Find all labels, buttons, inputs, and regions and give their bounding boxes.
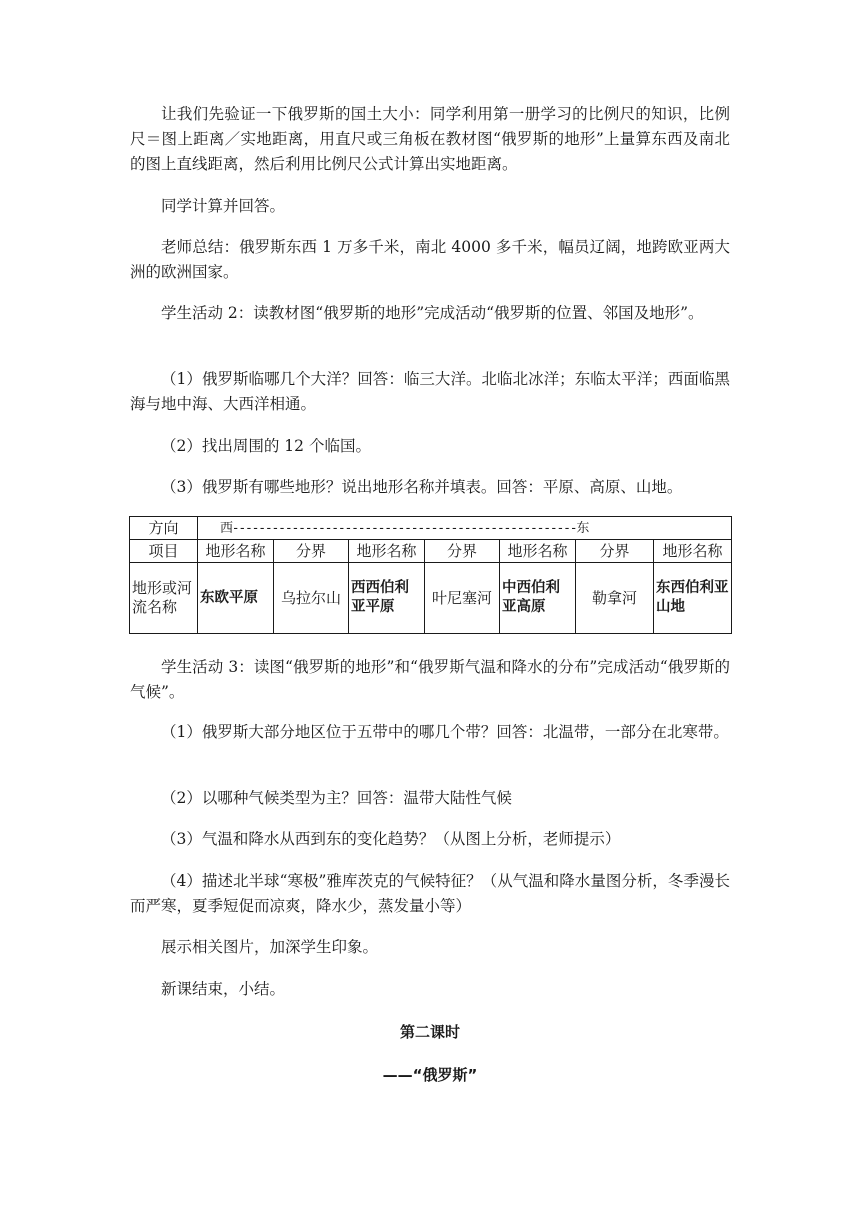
paragraph-student-answer: 同学计算并回答。	[161, 197, 286, 215]
paragraph-teacher-summary: 老师总结：俄罗斯东西 1 万多千米，南北 4000 多千米，幅员辽阔，地跨欧亚两大洲的欧洲国家。	[130, 238, 730, 281]
table-header-cell: 地形名称	[654, 540, 732, 563]
table-cell-item-label: 项目	[130, 540, 198, 563]
table-header-cell: 分界	[576, 540, 654, 563]
lesson-heading: 第二课时	[399, 1023, 460, 1041]
paragraph-q2-climate: （2）以哪种气候类型为主？回答：温带大陆性气候	[161, 789, 512, 807]
table-header-cell: 分界	[274, 540, 349, 563]
paragraph-scale-verification: 让我们先验证一下俄罗斯的国土大小：同学利用第一册学习的比例尺的知识，比例尺＝图上距离／实地距离，用直尺或三角板在教材图“俄罗斯的地形”上量算东西及南北的图上直线距离，然后利用比例尺公式计算出实地距离。	[130, 105, 730, 173]
paragraph-q3-terrain: （3）俄罗斯有哪些地形？说出地形名称并填表。回答：平原、高原、山地。	[161, 478, 683, 496]
table-row-direction	[130, 517, 732, 540]
table-value-cell: 勒拿河	[576, 563, 654, 634]
table-cell-terrain-label: 地形或河流名称	[130, 563, 198, 634]
table-value-cell: 乌拉尔山	[274, 563, 349, 634]
table-cell-direction-label: 方向	[130, 517, 198, 540]
paragraph-activity-2: 学生活动 2：读教材图“俄罗斯的地形”完成活动“俄罗斯的位置、邻国及地形”。	[161, 304, 704, 322]
table-value-cell: 叶尼塞河	[425, 563, 500, 634]
table-value-cell: 西西伯利亚平原	[349, 563, 425, 634]
table-value-cell: 东西伯利亚山地	[654, 563, 732, 634]
table-value-cell: 东欧平原	[198, 563, 274, 634]
table-header-cell: 地形名称	[349, 540, 425, 563]
table-header-cell: 分界	[425, 540, 500, 563]
table-value-cell: 中西伯利亚高原	[500, 563, 576, 634]
terrain-table	[129, 516, 732, 634]
table-header-cell: 地形名称	[500, 540, 576, 563]
paragraph-activity-3: 学生活动 3：读图“俄罗斯的地形”和“俄罗斯气温和降水的分布”完成活动“俄罗斯的气候”。	[130, 658, 730, 701]
paragraph-q1-zones: （1）俄罗斯大部分地区位于五带中的哪几个带？回答：北温带，一部分在北寒带。	[161, 723, 729, 741]
paragraph-lesson-end: 新课结束，小结。	[161, 980, 286, 998]
table-row-headers	[130, 540, 732, 563]
paragraph-q4-yakutsk: （4）描述北半球“寒极”雅库茨克的气候特征？（从气温和降水量图分析，冬季漫长而严寒，夏季短促而凉爽，降水少，蒸发量小等）	[130, 872, 730, 915]
topic-heading: ——“俄罗斯”	[382, 1066, 478, 1084]
paragraph-q3-trend: （3）气温和降水从西到东的变化趋势？（从图上分析，老师提示）	[161, 830, 621, 848]
paragraph-q2-neighbors: （2）找出周围的 12 个临国。	[161, 437, 371, 455]
table-header-cell: 地形名称	[198, 540, 274, 563]
table-cell-direction-arrow: 西----------------------------------------------------东	[198, 517, 732, 540]
table-row-values	[130, 563, 732, 634]
paragraph-show-pictures: 展示相关图片，加深学生印象。	[161, 938, 379, 956]
paragraph-q1-oceans: （1）俄罗斯临哪几个大洋？回答：临三大洋。北临北冰洋；东临太平洋；西面临黑海与地中海、大西洋相通。	[130, 370, 730, 413]
